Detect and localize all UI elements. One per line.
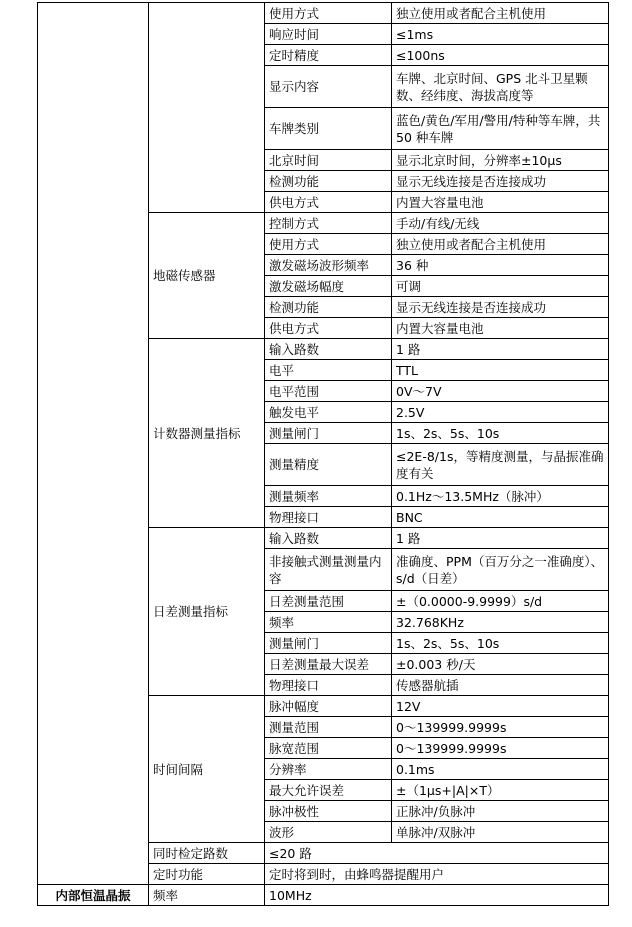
param-name-cell: 定时精度: [265, 45, 392, 66]
param-value-cell: 36 种: [392, 255, 609, 276]
feature-name-cell: 同时检定路数: [149, 843, 265, 864]
param-name-cell: 最大允许误差: [265, 780, 392, 801]
param-value-cell: 显示无线连接是否连接成功: [392, 171, 609, 192]
param-name-cell: 供电方式: [265, 192, 392, 213]
param-value-cell: 可调: [392, 276, 609, 297]
param-name-cell: 脉宽范围: [265, 738, 392, 759]
param-value-cell: 1 路: [392, 528, 609, 549]
param-value-cell: 内置大容量电池: [392, 192, 609, 213]
param-name-cell: 分辨率: [265, 759, 392, 780]
param-value-cell: ±（1μs+|A|×T）: [392, 780, 609, 801]
param-name-cell: 输入路数: [265, 339, 392, 360]
group-name-cell: 日差测量指标: [149, 528, 265, 696]
param-value-cell: ±0.003 秒/天: [392, 654, 609, 675]
param-value-cell: 内置大容量电池: [392, 318, 609, 339]
table-row: [38, 3, 609, 24]
param-value-cell: 32.768KHz: [392, 612, 609, 633]
param-value-cell: 0～139999.9999s: [392, 717, 609, 738]
param-name-cell: 频率: [265, 612, 392, 633]
param-name-cell: 使用方式: [265, 234, 392, 255]
table-row: [38, 885, 609, 906]
param-value-cell: 0.1Hz～13.5MHz（脉冲）: [392, 486, 609, 507]
param-value-cell: 传感器航插: [392, 675, 609, 696]
param-value-cell: 准确度、PPM（百万分之一准确度）、s/d（日差）: [392, 549, 609, 591]
spec-table-body: [38, 3, 609, 906]
param-value-cell: ±（0.0000-9.9999）s/d: [392, 591, 609, 612]
param-value-cell: TTL: [392, 360, 609, 381]
param-name-cell: 非接触式测量测量内容: [265, 549, 392, 591]
param-value-cell: 1s、2s、5s、10s: [392, 423, 609, 444]
param-name-cell: 输入路数: [265, 528, 392, 549]
param-name-cell: 触发电平: [265, 402, 392, 423]
param-value-cell: BNC: [392, 507, 609, 528]
param-name-cell: 响应时间: [265, 24, 392, 45]
param-name-cell: 测量频率: [265, 486, 392, 507]
param-name-cell: 北京时间: [265, 150, 392, 171]
param-value-cell: 0～139999.9999s: [392, 738, 609, 759]
param-name-cell: 激发磁场幅度: [265, 276, 392, 297]
param-name-cell: 物理接口: [265, 675, 392, 696]
outer-category-cell: [38, 3, 149, 885]
crystal-value-cell: 10MHz: [265, 885, 609, 906]
param-name-cell: 测量闸门: [265, 633, 392, 654]
param-value-cell: ≤100ns: [392, 45, 609, 66]
param-value-cell: 显示无线连接是否连接成功: [392, 297, 609, 318]
param-value-cell: 车牌、北京时间、GPS 北斗卫星颗数、经纬度、海拔高度等: [392, 66, 609, 108]
param-name-cell: 物理接口: [265, 507, 392, 528]
param-name-cell: 检测功能: [265, 171, 392, 192]
feature-value-cell: 定时将到时，由蜂鸣器提醒用户: [265, 864, 609, 885]
param-value-cell: 2.5V: [392, 402, 609, 423]
param-name-cell: 车牌类别: [265, 108, 392, 150]
param-value-cell: 0.1ms: [392, 759, 609, 780]
group-name-cell: 计数器测量指标: [149, 339, 265, 528]
param-name-cell: 供电方式: [265, 318, 392, 339]
param-name-cell: 控制方式: [265, 213, 392, 234]
param-name-cell: 激发磁场波形频率: [265, 255, 392, 276]
param-name-cell: 显示内容: [265, 66, 392, 108]
param-value-cell: 1 路: [392, 339, 609, 360]
param-name-cell: 测量闸门: [265, 423, 392, 444]
param-name-cell: 使用方式: [265, 3, 392, 24]
param-value-cell: ≤1ms: [392, 24, 609, 45]
param-value-cell: 1s、2s、5s、10s: [392, 633, 609, 654]
param-name-cell: 波形: [265, 822, 392, 843]
param-name-cell: 测量范围: [265, 717, 392, 738]
group-name-cell: 地磁传感器: [149, 213, 265, 339]
param-value-cell: 独立使用或者配合主机使用: [392, 234, 609, 255]
param-value-cell: 单脉冲/双脉冲: [392, 822, 609, 843]
param-value-cell: 手动/有线/无线: [392, 213, 609, 234]
group-name-cell: 时间间隔: [149, 696, 265, 843]
param-value-cell: 独立使用或者配合主机使用: [392, 3, 609, 24]
param-name-cell: 脉冲幅度: [265, 696, 392, 717]
crystal-category-cell: 内部恒温晶振: [38, 885, 149, 906]
param-name-cell: 日差测量最大误差: [265, 654, 392, 675]
feature-value-cell: ≤20 路: [265, 843, 609, 864]
param-name-cell: 测量精度: [265, 444, 392, 486]
spec-table: [37, 2, 609, 906]
param-value-cell: 0V～7V: [392, 381, 609, 402]
param-name-cell: 电平范围: [265, 381, 392, 402]
param-value-cell: 蓝色/黄色/军用/警用/特种等车牌，共 50 种车牌: [392, 108, 609, 150]
param-value-cell: 正脉冲/负脉冲: [392, 801, 609, 822]
param-name-cell: 电平: [265, 360, 392, 381]
param-name-cell: 检测功能: [265, 297, 392, 318]
param-value-cell: 12V: [392, 696, 609, 717]
feature-name-cell: 定时功能: [149, 864, 265, 885]
crystal-param-cell: 频率: [149, 885, 265, 906]
param-name-cell: 日差测量范围: [265, 591, 392, 612]
group-name-cell: [149, 3, 265, 213]
param-name-cell: 脉冲极性: [265, 801, 392, 822]
param-value-cell: 显示北京时间，分辨率±10μs: [392, 150, 609, 171]
param-value-cell: ≤2E-8/1s，等精度测量，与晶振准确度有关: [392, 444, 609, 486]
